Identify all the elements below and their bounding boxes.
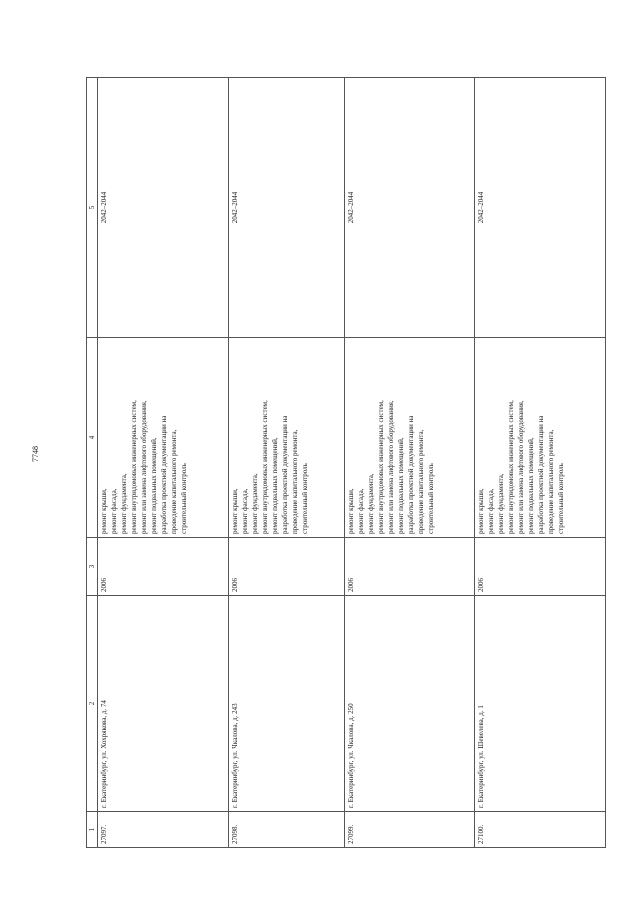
work-item: строительный контроль (426, 463, 435, 534)
work-item: ремонт внутридомовых инженерных систем, (260, 400, 269, 534)
work-item: ремонт подвальных помещений, (527, 437, 536, 534)
period-cell (228, 78, 344, 338)
work-item: ремонт подвальных помещений, (396, 437, 405, 534)
register-sheet (86, 78, 606, 848)
year-cell (344, 538, 475, 596)
work-item: проведение капитального ремонта, (290, 429, 299, 534)
address-cell (475, 596, 606, 812)
work-item: ремонт фасада, (110, 488, 118, 534)
column-number-3: 3 (87, 538, 98, 596)
address-cell (98, 596, 229, 812)
period-text: 2042–2044 (477, 191, 486, 224)
column-number-1: 1 (87, 812, 98, 848)
work-item: разработка проектной документации на (537, 415, 546, 534)
work-item: ремонт крыши, (477, 488, 486, 534)
row-number (228, 812, 344, 848)
work-item: ремонт или замена лифтового оборудования, (517, 400, 526, 534)
table-row (228, 78, 344, 848)
column-number-row (87, 78, 98, 848)
work-item: ремонт подвальных помещений, (270, 437, 279, 534)
work-item: проведение капитального ремонта, (170, 429, 178, 534)
work-item: ремонт внутридомовых инженерных систем, (376, 400, 385, 534)
year-cell (475, 538, 606, 596)
work-item: ремонт или замена лифтового оборудования, (140, 400, 148, 534)
works-cell (98, 338, 229, 538)
work-item: разработка проектной документации на (160, 415, 168, 534)
period-text: 2042–2044 (100, 191, 108, 224)
period-cell (475, 78, 606, 338)
table-row (344, 78, 475, 848)
year-text: 2006 (230, 578, 239, 592)
year-text: 2006 (100, 578, 108, 592)
work-item: ремонт или замена лифтового оборудования, (386, 400, 395, 534)
work-item: строительный контроль (180, 463, 188, 534)
work-item: строительный контроль (557, 463, 566, 534)
row-number-text: 27099. (346, 824, 355, 844)
row-number (98, 812, 229, 848)
work-item: ремонт крыши, (230, 488, 239, 534)
work-item: ремонт фасада, (487, 488, 496, 534)
period-text: 2042–2044 (346, 191, 355, 224)
work-item: ремонт фундамента, (366, 473, 375, 534)
address-text: г. Екатеринбург, ул. Чкалова, д. 243 (230, 703, 239, 808)
row-number-text: 27100. (477, 824, 486, 844)
work-item: ремонт внутридомовых инженерных систем, (507, 400, 516, 534)
work-item: разработка проектной документации на (280, 415, 289, 534)
address-cell (228, 596, 344, 812)
register-table (86, 77, 606, 848)
row-number-text: 27097. (100, 824, 108, 844)
page-number: 7748 (31, 446, 40, 462)
row-number (475, 812, 606, 848)
works-cell (475, 338, 606, 538)
column-number-5: 5 (87, 78, 98, 338)
work-item: ремонт фасада, (240, 488, 249, 534)
year-cell (228, 538, 344, 596)
work-item: разработка проектной документации на (406, 415, 415, 534)
work-item: строительный контроль (300, 463, 309, 534)
address-text: г. Екатеринбург, ул. Шевелева, д. 1 (477, 705, 486, 808)
column-number-2: 2 (87, 596, 98, 812)
column-number-4: 4 (87, 338, 98, 538)
row-number (344, 812, 475, 848)
period-text: 2042–2044 (230, 191, 239, 224)
year-text: 2006 (477, 578, 486, 592)
work-item: проведение капитального ремонта, (416, 429, 425, 534)
work-item: ремонт подвальных помещений, (150, 437, 158, 534)
work-item: ремонт крыши, (346, 488, 355, 534)
row-number-text: 27098. (230, 824, 239, 844)
works-cell (344, 338, 475, 538)
address-cell (344, 596, 475, 812)
work-item: ремонт внутридомовых инженерных систем, (130, 400, 138, 534)
work-item: проведение капитального ремонта, (547, 429, 556, 534)
year-cell (98, 538, 229, 596)
work-item: ремонт фундамента, (120, 473, 128, 534)
work-item: ремонт фундамента, (250, 473, 259, 534)
period-cell (98, 78, 229, 338)
address-text: г. Екатеринбург, ул. Хохрякова, д. 74 (100, 700, 108, 808)
work-item: ремонт фундамента, (497, 473, 506, 534)
table-row (475, 78, 606, 848)
work-item: ремонт фасада, (356, 488, 365, 534)
work-item: ремонт крыши, (100, 488, 108, 534)
table-row (98, 78, 229, 848)
address-text: г. Екатеринбург, ул. Чкалова, д. 250 (346, 703, 355, 808)
year-text: 2006 (346, 578, 355, 592)
period-cell (344, 78, 475, 338)
works-cell (228, 338, 344, 538)
